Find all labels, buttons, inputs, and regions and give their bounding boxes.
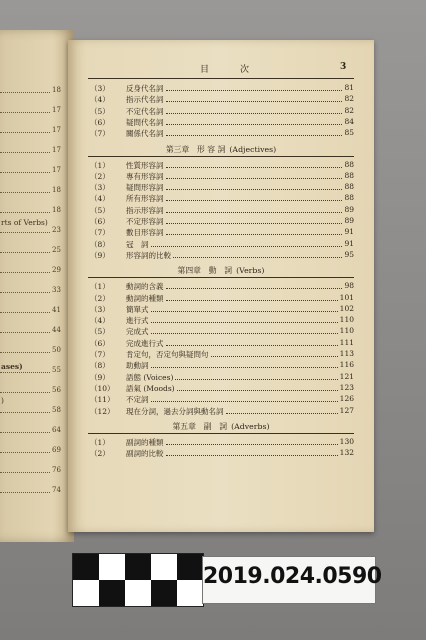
entry-title: 疑問形容詞 (126, 183, 164, 193)
page-number: 3 (340, 62, 347, 72)
chapter-english-title: (Adjectives) (229, 144, 277, 154)
toc-entry (90, 437, 354, 448)
entry-page-number: 84 (344, 116, 354, 126)
entry-leader-dots (166, 300, 338, 301)
entry-title: 完成進行式 (126, 338, 164, 348)
scale-cell (151, 554, 177, 580)
entry-page-number: 111 (339, 337, 354, 347)
left-page-leader (0, 392, 50, 393)
entry-page-number: 126 (339, 394, 354, 404)
left-page-number: 17 (52, 166, 61, 174)
entry-title: 不定形容詞 (126, 217, 164, 226)
left-page-number: 50 (52, 346, 61, 354)
entry-leader-dots (166, 345, 338, 346)
previous-page-edge (0, 30, 74, 542)
toc-entry (90, 338, 354, 349)
scale-cell (99, 554, 125, 580)
toc-entry (90, 128, 354, 139)
left-page-leader (0, 132, 50, 133)
left-page-number: 58 (52, 406, 61, 414)
toc-entry (90, 205, 354, 216)
entry-page-number: 88 (344, 159, 354, 169)
entry-page-number: 116 (339, 360, 354, 370)
entry-leader-dots (151, 401, 338, 402)
entry-title: 簡單式 (126, 304, 149, 314)
scale-cell (177, 554, 203, 580)
left-page-number: 76 (52, 466, 61, 474)
toc-entry (90, 250, 354, 261)
left-page-number: 33 (52, 286, 61, 294)
entry-leader-dots (151, 367, 338, 368)
entry-title: 關係代名詞 (126, 129, 164, 139)
toc-entry (90, 360, 354, 371)
left-page-number: 17 (52, 126, 61, 134)
entry-leader-dots (166, 90, 342, 91)
entry-leader-dots (166, 178, 342, 179)
entry-number: （3） (90, 84, 110, 93)
left-page-leader (0, 312, 50, 313)
chapter-heading (68, 421, 374, 432)
scale-cell (125, 580, 151, 606)
entry-page-number: 95 (344, 249, 354, 259)
toc-entry (90, 94, 354, 105)
scale-cell (125, 554, 151, 580)
toc-entry (90, 394, 354, 405)
entry-title: 專有形容詞 (126, 171, 164, 181)
entry-title: 數目形容詞 (126, 228, 164, 238)
left-page-leader (0, 232, 50, 233)
entry-page-number: 130 (339, 436, 354, 446)
header-rule (88, 78, 354, 79)
left-page-leader (0, 112, 50, 113)
entry-number: （1） (90, 437, 110, 447)
entry-page-number: 89 (344, 204, 354, 214)
entry-page-number: 82 (344, 105, 354, 115)
entry-leader-dots (226, 413, 338, 414)
entry-page-number: 102 (339, 303, 354, 313)
left-page-leader (0, 372, 50, 373)
chapter-english-title: (Verbs) (236, 266, 265, 276)
entry-page-number: 121 (339, 371, 354, 381)
chapter-title: 第五章 副 詞 (172, 421, 228, 431)
left-page-number: 64 (52, 426, 61, 434)
entry-title: 不定代名詞 (126, 106, 164, 116)
toc-entry (90, 372, 354, 383)
entry-title: 冠 詞 (126, 239, 149, 249)
entry-page-number: 98 (344, 281, 354, 291)
left-page-leader (0, 472, 50, 473)
left-page-number: 74 (52, 486, 61, 494)
toc-entry (90, 227, 354, 238)
entry-title: 性質形容詞 (126, 160, 164, 170)
left-page-number: 17 (52, 106, 61, 114)
left-page-number: 41 (52, 306, 61, 314)
left-page-leader (0, 292, 50, 293)
entry-title: 指示形容詞 (126, 205, 164, 215)
toc-entry (90, 171, 354, 182)
entry-number: （1） (90, 282, 110, 292)
toc-entry (90, 406, 354, 417)
left-page-leader (0, 92, 50, 93)
entry-page-number: 88 (344, 193, 354, 203)
left-page-number: 18 (52, 206, 61, 214)
toc-entry (90, 448, 354, 459)
scale-mark-right: 5cm (181, 597, 194, 604)
entry-leader-dots (166, 444, 338, 445)
entry-number: （5） (90, 106, 110, 116)
entry-page-number: 82 (344, 94, 354, 104)
entry-number: （2） (90, 293, 110, 303)
toc-entry (90, 193, 354, 204)
entry-number: （2） (90, 449, 110, 459)
accession-number: 2019.024.0590 (203, 564, 382, 589)
left-page-number: 56 (52, 386, 61, 394)
entry-leader-dots (166, 200, 342, 201)
left-page-leader (0, 272, 50, 273)
entry-number: （5） (90, 205, 110, 215)
entry-title: 語態 (Voices) (126, 372, 174, 382)
entry-title: 完成式 (126, 327, 149, 337)
left-page-leader (0, 212, 50, 213)
left-page-leader (0, 352, 50, 353)
chapter-rule (88, 433, 354, 434)
left-page-number: 44 (52, 326, 61, 334)
entry-leader-dots (166, 113, 342, 114)
toc-entry (90, 349, 354, 360)
chapter-title: 第三章 形 容 詞 (165, 144, 226, 154)
entry-number: （5） (90, 327, 110, 337)
left-page-number: 25 (52, 246, 61, 254)
toc-entry (90, 117, 354, 128)
left-page-leader (0, 432, 50, 433)
entry-page-number: 88 (344, 170, 354, 180)
entry-leader-dots (173, 257, 342, 258)
entry-page-number: 85 (344, 128, 354, 138)
entry-leader-dots (151, 246, 342, 247)
page-title-second-char: 次 (240, 65, 250, 75)
entry-number: （3） (90, 183, 110, 193)
entry-number: （6） (90, 217, 110, 226)
entry-title: 副詞的比較 (126, 449, 164, 459)
entry-number: （10） (90, 383, 115, 393)
left-page-leader (0, 452, 50, 453)
entry-page-number: 91 (344, 227, 354, 237)
entry-number: （9） (90, 372, 110, 382)
left-page-leader (0, 252, 50, 253)
left-page-fragment: ) (1, 396, 4, 405)
entry-title: 疑問代名詞 (126, 117, 164, 127)
entry-leader-dots (166, 455, 338, 456)
entry-number: （8） (90, 239, 110, 249)
entry-title: 動詞的含義 (126, 282, 164, 292)
entry-number: （12） (90, 406, 115, 416)
entry-title: 不定詞 (126, 395, 149, 405)
left-page-fragment: rts of Verbs) (1, 218, 48, 227)
entry-number: （2） (90, 171, 110, 181)
chapter-rule (88, 277, 354, 278)
toc-entry (90, 160, 354, 171)
left-page-number: 17 (52, 146, 61, 154)
toc-entry (90, 216, 354, 227)
left-page-fragment: ases) (1, 362, 23, 371)
left-page-number: 18 (52, 86, 61, 94)
toc-entry (90, 304, 354, 315)
entry-number: （4） (90, 316, 110, 326)
entry-number: （7） (90, 129, 110, 139)
entry-page-number: 123 (339, 382, 354, 392)
entry-number: （11） (90, 395, 115, 405)
entry-leader-dots (166, 135, 342, 136)
entry-title: 反身代名詞 (126, 84, 164, 93)
chapter-title: 第四章 動 詞 (177, 266, 233, 276)
toc-entry (90, 315, 354, 326)
scale-cell (151, 580, 177, 606)
entry-leader-dots (151, 333, 338, 334)
entry-leader-dots (166, 167, 342, 168)
entry-number: （6） (90, 117, 110, 127)
left-page-leader (0, 192, 50, 193)
toc-entry (90, 326, 354, 337)
entry-leader-dots (166, 212, 342, 213)
left-page-leader (0, 412, 50, 413)
entry-number: （4） (90, 95, 110, 105)
entry-leader-dots (211, 356, 338, 357)
entry-page-number: 101 (339, 292, 354, 302)
entry-leader-dots (166, 124, 342, 125)
left-page-leader (0, 172, 50, 173)
entry-leader-dots (166, 101, 342, 102)
entry-number: （3） (90, 304, 110, 314)
page-title: 目 (200, 65, 211, 75)
left-page-number: 23 (52, 226, 61, 234)
entry-title: 進行式 (126, 316, 149, 326)
chapter-rule (88, 156, 354, 157)
left-page-leader (0, 332, 50, 333)
entry-leader-dots (151, 322, 338, 323)
entry-title: 助動詞 (126, 361, 149, 371)
entry-page-number: 110 (339, 315, 354, 325)
table-of-contents-page (68, 40, 374, 532)
scale-mark-left: 1cm (75, 597, 88, 604)
entry-title: 肯定句，否定句與疑問句 (126, 350, 209, 359)
entry-number: （4） (90, 194, 110, 204)
entry-number: （6） (90, 338, 110, 348)
entry-leader-dots (151, 311, 338, 312)
entry-title: 形容詞的比較 (126, 250, 171, 260)
page-header (68, 62, 374, 76)
entry-leader-dots (166, 223, 342, 224)
entry-page-number: 132 (339, 448, 354, 458)
entry-number: （9） (90, 250, 110, 260)
toc-entry (90, 83, 354, 94)
entry-title: 所有形容詞 (126, 194, 164, 204)
toc-entry (90, 281, 354, 292)
entry-page-number: 110 (339, 326, 354, 336)
toc-entry (90, 106, 354, 117)
entry-page-number: 127 (339, 405, 354, 415)
entry-title: 指示代名詞 (126, 95, 164, 105)
left-page-number: 55 (52, 366, 61, 374)
entry-leader-dots (166, 189, 342, 190)
entry-title: 副詞的種類 (126, 437, 164, 447)
entry-number: （7） (90, 350, 110, 359)
entry-title: 現在分詞，過去分詞與動名詞 (126, 406, 224, 416)
entry-leader-dots (166, 288, 342, 289)
entry-number: （8） (90, 361, 110, 371)
entry-leader-dots (166, 234, 342, 235)
entry-leader-dots (175, 379, 338, 380)
entry-page-number: 81 (344, 83, 354, 92)
toc-entry (90, 182, 354, 193)
entry-leader-dots (177, 390, 338, 391)
entry-page-number: 88 (344, 182, 354, 192)
left-page-number: 29 (52, 266, 61, 274)
left-page-leader (0, 152, 50, 153)
toc-entry (90, 293, 354, 304)
scale-cell (73, 554, 99, 580)
scale-cell (99, 580, 125, 606)
left-page-number: 69 (52, 446, 61, 454)
chapter-heading (68, 144, 374, 155)
scale-bar (72, 553, 204, 607)
entry-number: （7） (90, 228, 110, 238)
toc-entry (90, 239, 354, 250)
entry-number: （1） (90, 160, 110, 170)
chapter-english-title: (Adverbs) (231, 421, 270, 431)
left-page-number: 18 (52, 186, 61, 194)
entry-page-number: 91 (344, 238, 354, 248)
accession-label (202, 556, 382, 604)
entry-title: 動詞的種類 (126, 293, 164, 303)
entry-page-number: 113 (339, 349, 354, 358)
entry-page-number: 89 (344, 216, 354, 225)
left-page-leader (0, 492, 50, 493)
entry-title: 語氣 (Moods) (126, 383, 175, 393)
toc-entry (90, 383, 354, 394)
chapter-heading (68, 265, 374, 276)
